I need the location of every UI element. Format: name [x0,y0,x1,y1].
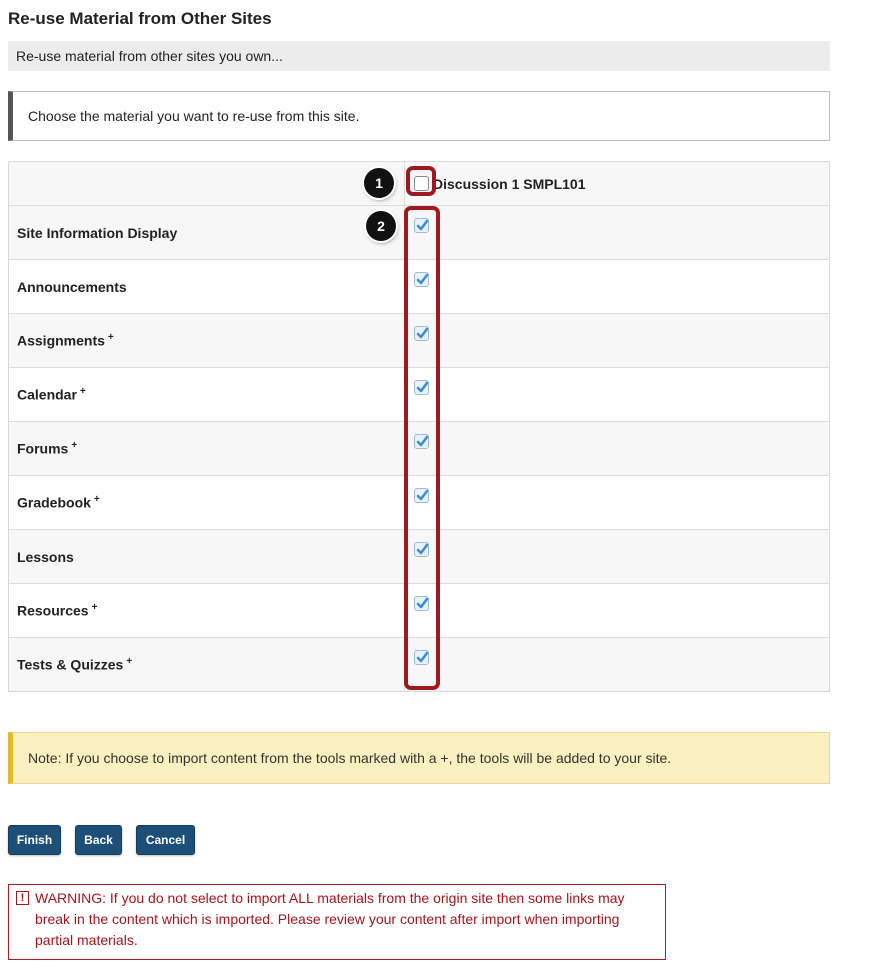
site-select-all-checkbox[interactable] [414,176,429,191]
warning-text: WARNING: If you do not select to import ALL materials from the origin site then some links may break in the content which is imported. Please review your content after import when importing partial materials. [35,890,625,948]
checkmark-icon [416,489,429,502]
finish-button[interactable]: Finish [8,825,61,855]
tool-checkbox[interactable] [414,434,429,449]
tool-name-cell [9,314,405,368]
tool-checkbox[interactable] [414,650,429,665]
checkmark-icon [416,219,429,232]
plus-marker: + [79,386,86,398]
instruction-box: Choose the material you want to re-use from this site. [8,91,830,141]
tool-checkbox-cell [405,368,830,422]
site-name: Discussion 1 SMPL101 [433,175,586,192]
plus-marker: + [71,440,78,452]
checkmark-icon [416,597,429,610]
checkmark-icon [416,381,429,394]
checkmark-icon [416,651,429,664]
header-empty-cell [9,162,405,206]
tool-name-cell [9,584,405,638]
tool-label: Lessons [17,548,74,565]
tool-label: Forums [17,440,69,457]
tool-label: Resources [17,602,89,619]
site-header-cell [405,162,830,206]
tool-checkbox[interactable] [414,380,429,395]
tool-label: Assignments [17,332,105,349]
page-title: Re-use Material from Other Sites [8,9,272,28]
page-subtitle: Re-use material from other sites you own... [8,41,830,71]
tool-checkbox[interactable] [414,596,429,611]
tool-checkbox-cell [405,476,830,530]
tool-checkbox[interactable] [414,488,429,503]
table-header-row [9,162,830,206]
plus-marker: + [107,332,114,344]
tool-checkbox-cell [405,638,830,692]
warning-box [8,884,666,960]
tool-name-cell [9,368,405,422]
step-marker-2: 2 [366,211,396,241]
note-box: Note: If you choose to import content from the tools marked with a +, the tools will be added to your site. [8,732,830,784]
back-button[interactable]: Back [75,825,122,855]
checkmark-icon [416,327,429,340]
tool-checkbox[interactable] [414,272,429,287]
tool-checkbox[interactable] [414,218,429,233]
tool-selection-table [8,161,830,692]
tool-name-cell [9,476,405,530]
table-row [9,476,830,530]
tool-name-cell [9,260,405,314]
table-row [9,314,830,368]
tool-label: Gradebook [17,494,91,511]
tool-name-cell [9,638,405,692]
table-row [9,206,830,260]
tool-checkbox-cell [405,584,830,638]
table-row [9,368,830,422]
tool-checkbox-cell [405,314,830,368]
tool-checkbox[interactable] [414,542,429,557]
plus-marker: + [126,656,133,668]
step-marker-1: 1 [364,168,394,198]
table-row [9,422,830,476]
tool-checkbox-cell [405,206,830,260]
plus-marker: + [93,494,100,506]
exclamation-icon: ! [16,891,29,905]
cancel-button[interactable]: Cancel [136,825,195,855]
tool-name-cell [9,422,405,476]
checkmark-icon [416,543,429,556]
table-row [9,584,830,638]
tool-checkbox-cell [405,422,830,476]
tool-name-cell [9,206,405,260]
table-row [9,530,830,584]
tool-label: Announcements [17,278,127,295]
checkmark-icon [416,435,429,448]
tool-checkbox-cell [405,530,830,584]
tool-rows [9,206,830,692]
table-row [9,260,830,314]
tool-checkbox-cell [405,260,830,314]
table-row [9,638,830,692]
plus-marker: + [91,602,98,614]
tool-label: Tests & Quizzes [17,656,124,673]
checkmark-icon [416,273,429,286]
tool-name-cell [9,530,405,584]
tool-label: Calendar [17,386,77,403]
tool-checkbox[interactable] [414,326,429,341]
tool-label: Site Information Display [17,224,178,241]
